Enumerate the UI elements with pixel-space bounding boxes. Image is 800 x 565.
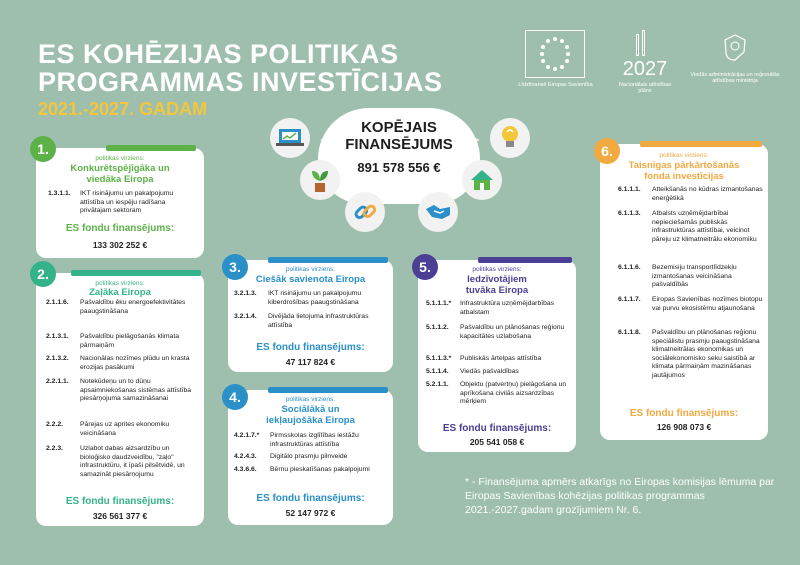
nap-logo — [610, 30, 680, 100]
policy-number-1: 1. — [30, 136, 56, 162]
policy-label: politikas virziens: — [285, 396, 336, 403]
list-item: 5.2.1.1. Objektu (patvertņu) pielāgošana un aprīkošana civilās aizsardzības mērķiem — [426, 381, 567, 405]
policy-title-5b: tuvāka Eiropa — [465, 285, 529, 296]
policy-title-1a: Konkurētspējīgāka un — [70, 163, 170, 174]
eu-flag-icon — [525, 30, 585, 78]
ministry-caption: Viedās administrācijas un reģionālās attīstības ministrija — [690, 72, 780, 84]
nap-caption: Nacionālais attīstības plāns — [618, 82, 672, 94]
year-subtitle: 2021.-2027. GADAM — [38, 99, 208, 119]
fund-label: ES fondu finansējums: — [65, 223, 175, 234]
list-item: 4.3.6.6. Bērnu pieskatīšanas pakalpojumi — [234, 466, 370, 473]
fund-label: ES fondu finansējums: — [629, 408, 739, 419]
list-item: 5.1.1.1.* Infrastruktūra uzņēmējdarbības atbalstam — [426, 300, 555, 316]
policy-number-2: 2. — [30, 261, 56, 287]
policy-label: politikas virziens: — [95, 155, 145, 162]
policy-title-5a: Iedzīvotājiem — [467, 274, 527, 285]
policy-title-2: Zaļāka Eiropa — [89, 287, 151, 298]
list-item: 2.1.3.1. Pašvaldību pielāgošanās klimata pārmaiņām — [46, 333, 179, 349]
policy-number-4: 4. — [222, 384, 248, 410]
policy-title-4a: Sociālākā un — [281, 404, 340, 415]
fund-label: ES fondu finansējums: — [256, 342, 365, 353]
fund-value: 47 117 824 € — [285, 357, 336, 367]
policy-card-4 — [228, 390, 393, 525]
policy-card-6 — [600, 144, 768, 440]
list-item: 6.1.1.1. Atteikšanās no kūdras izmantošanas enerģētikā — [618, 186, 763, 202]
policy-card-3 — [228, 260, 393, 372]
plant-icon — [300, 160, 340, 200]
list-item: 6.1.1.8. Pašvaldību un plānošanas reģionu speciālistu prasmju paaugstināšana klimatneitrālas ekonomikas un sociālekonomisko seku saistībā ar klimata pārmaiņām mazināšanas jautājumos — [618, 329, 760, 379]
policy-tab-1 — [106, 145, 196, 151]
total-value: 891 578 556 € — [357, 160, 441, 175]
list-item: 6.1.1.3. Atbalsts uzņēmējdarbībai nepieciešamās publiskās infrastruktūras attīstībai, veicinot pāreju uz klimatneitrālu ekonomiku — [618, 210, 757, 243]
chain-link-icon — [345, 192, 385, 232]
fund-value: 326 561 377 € — [92, 511, 148, 521]
fund-value: 126 908 073 € — [656, 422, 712, 432]
policy-tab-3 — [268, 257, 388, 263]
list-item: 2.1.1.6. Pašvaldību ēku energoefektivitātes paaugstināšana — [46, 299, 186, 315]
total-label-1: KOPĒJAIS — [361, 119, 437, 136]
list-item: 6.1.1.6. Bezemisiju transportlīdzekļu izmantošanas veicināšana pašvaldībās — [618, 264, 737, 288]
policy-tab-6 — [640, 141, 762, 147]
policy-tab-5 — [478, 257, 572, 263]
house-icon — [462, 160, 502, 200]
total-label-2: FINANSĒJUMS — [345, 136, 453, 153]
fund-value: 52 147 972 € — [285, 508, 336, 518]
policy-card-1 — [36, 141, 204, 258]
footnote: * - Finansējuma apmērs atkarīgs no Eiropas komisijas lēmuma par Eiropas Savienības kohēzijas politikas programmas 2021.-2027.gadam grozījumiem Nr. 6. — [465, 476, 775, 516]
list-item: 2.1.3.2. Nacionālas nozīmes plūdu un krasta erozijas pasākumi — [46, 355, 190, 371]
ministry-logo — [690, 30, 780, 100]
list-item: 5.1.1.2. Pašvaldību un plānošanas reģionu kapacitātes uzlabošana — [426, 324, 565, 340]
list-item: 4.2.4.3. Digitālo prasmju pilnveide — [234, 453, 348, 460]
title-line-1: ES KOHĒZIJAS POLITIKAS — [38, 39, 399, 69]
fund-label: ES fondu finansējums: — [65, 496, 175, 507]
policy-title-4b: iekļaujošāka Eiropa — [266, 415, 355, 426]
eu-logo — [513, 30, 598, 100]
fund-label: ES fondu finansējums: — [442, 423, 552, 434]
policy-label: politikas virziens: — [95, 280, 145, 287]
total-funding-box — [318, 108, 480, 204]
fund-label: ES fondu finansējums: — [256, 493, 365, 504]
list-item: 5.1.1.4. Viedās pašvaldības — [426, 368, 519, 375]
policy-title-3: Ciešāk savienota Eiropa — [255, 274, 366, 285]
policy-tab-2 — [71, 270, 201, 276]
policy-card-2 — [36, 266, 204, 526]
coat-of-arms-icon — [720, 32, 750, 62]
policy-tab-4 — [268, 387, 388, 393]
policy-label: politikas virziens: — [472, 266, 522, 273]
list-item: 2.2.3. Uzlabot dabas aizsardzību un bioloģisko daudzveidību, "zaļo" infrastruktūru, it īpaši pilsētvidē, un samazināt piesārņojumu — [46, 445, 185, 478]
list-item: 5.1.1.3.* Publiskās ārtelpas attīstība — [426, 355, 542, 362]
policy-title-1b: viedāka Eiropa — [86, 174, 154, 185]
policy-label: politikas virziens: — [659, 152, 709, 159]
list-item: 3.2.1.4. Divējāda lietojuma infrastruktūras attīstība — [234, 313, 369, 329]
policy-number-3: 3. — [222, 254, 248, 280]
lightbulb-icon — [490, 118, 530, 158]
handshake-icon — [418, 192, 458, 232]
policy-number-5: 5. — [412, 254, 438, 280]
list-item: 2.2.1.1. Notekūdeņu un to dūņu apsaimniekošanas sistēmas attīstība piesārņojuma samazināšanai — [46, 378, 192, 402]
policy-title-6b: fonda investīcijas — [644, 171, 724, 182]
list-item: 2.2.2. Pārejas uz aprites ekonomiku veicināšana — [46, 421, 170, 437]
fund-value: 205 541 058 € — [469, 437, 525, 447]
eu-logo-caption: Līdzfinansē Eiropas Savienība — [518, 82, 593, 88]
title-line-2: PROGRAMMAS INVESTĪCIJAS — [38, 67, 443, 97]
list-item: 4.2.1.7.* Pirmsskolas izglītības iestāžu infrastruktūras attīstība — [234, 432, 359, 448]
list-item: 3.2.1.3. IKT risinājumu un pakalpojumu kiberdrošības paaugstināšana — [234, 290, 362, 306]
fund-value: 133 302 252 € — [92, 240, 148, 250]
list-item: 6.1.1.7. Eiropas Savienības nozīmes biotopu vai purvu ekosistēmu atjaunošana — [618, 296, 763, 312]
policy-number-6: 6. — [594, 138, 620, 164]
policy-label: politikas virziens: — [285, 266, 336, 273]
policy-title-6a: Taisnīgas pārkārtošanās — [628, 160, 740, 171]
list-item: 1.3.1.1. IKT risinājumu un pakalpojumu attīstība un iespēju radīšana privātajam sektoram — [48, 190, 174, 214]
nap-year: 2027 — [622, 58, 668, 80]
laptop-chart-icon — [270, 118, 310, 158]
policy-card-5 — [418, 260, 576, 452]
